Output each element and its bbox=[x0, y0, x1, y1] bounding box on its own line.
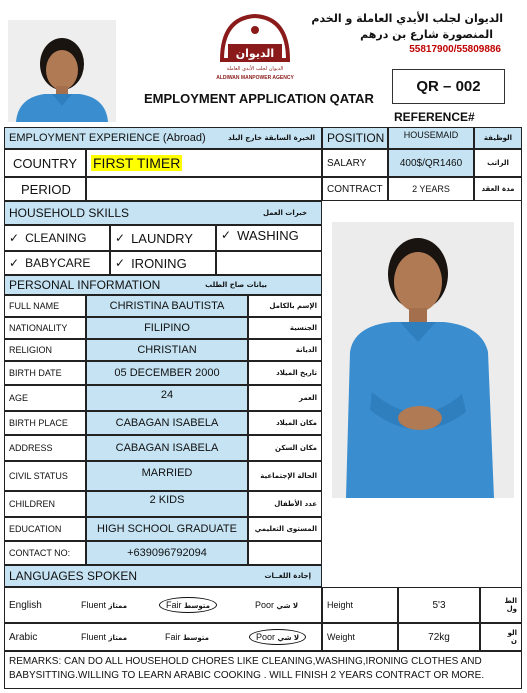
skill-laundry bbox=[110, 225, 216, 251]
skill-label: LAUNDRY bbox=[131, 230, 193, 246]
check-icon: ✓ bbox=[115, 256, 126, 270]
personal-header-ar: بيانات صاح الطلب bbox=[205, 281, 267, 289]
poor-ar: لا شي bbox=[276, 602, 299, 610]
row-value: CHRISTINA BAUTISTA bbox=[86, 295, 248, 317]
row-ar: تاريخ الميلاد bbox=[248, 361, 322, 385]
qr-code-box bbox=[392, 69, 505, 104]
salary-label bbox=[322, 149, 388, 177]
row-value: CABAGAN ISABELA bbox=[86, 435, 248, 461]
fluent-ar: ممتاز bbox=[108, 634, 128, 642]
height-ar-top: الط bbox=[504, 597, 517, 605]
weight-ar bbox=[480, 623, 522, 651]
row-ar: الجنسية bbox=[248, 317, 322, 339]
skill-label: IRONING bbox=[131, 255, 187, 271]
row-label: NATIONALITY bbox=[4, 317, 86, 339]
contract-ar: مدة العقد bbox=[481, 185, 515, 193]
row-label: EDUCATION bbox=[4, 517, 86, 541]
qr-code-value: QR – 002 bbox=[416, 78, 481, 95]
skill-empty bbox=[216, 251, 322, 275]
position-label bbox=[322, 127, 388, 149]
contract-ar-cell bbox=[474, 177, 522, 201]
position-label-text: POSITION bbox=[327, 131, 385, 145]
position-value-cell bbox=[388, 127, 474, 149]
logo-arabic-word: الديوان bbox=[235, 46, 275, 60]
position-ar: الوظيفة bbox=[483, 134, 513, 142]
fair-label: Fair bbox=[165, 632, 181, 642]
height-ar-bottom: ول bbox=[506, 605, 517, 613]
skill-ironing bbox=[110, 251, 216, 275]
portrait-photo-small bbox=[8, 20, 116, 122]
row-value: CABAGAN ISABELA bbox=[86, 411, 248, 435]
agency-name-ar-line2: المنصورة شارع بن درهم bbox=[360, 28, 493, 41]
form-title: EMPLOYMENT APPLICATION QATAR bbox=[144, 91, 374, 106]
fluent-label: Fluent bbox=[81, 600, 107, 610]
contract-value: 2 YEARS bbox=[412, 184, 450, 194]
check-icon: ✓ bbox=[221, 228, 232, 242]
check-icon: ✓ bbox=[9, 256, 20, 270]
fluent-label: Fluent bbox=[81, 632, 107, 642]
fair-option-selected bbox=[159, 597, 217, 613]
skill-label: WASHING bbox=[237, 228, 299, 243]
row-ar: الحالة الإجتماعية bbox=[248, 461, 322, 491]
logo-subtext-ar: الديوان لجلب الأيدي العاملة bbox=[226, 66, 284, 72]
language-row-english bbox=[4, 587, 322, 623]
agency-name-ar-line1: الديوان لجلب الأيدي العاملة و الخدم bbox=[311, 12, 503, 25]
row-value: +639096792094 bbox=[86, 541, 248, 565]
period-value bbox=[86, 177, 322, 201]
fluent-option bbox=[81, 600, 127, 610]
skills-header-ar: خبرات العمل bbox=[262, 209, 307, 217]
salary-value: 400$/QR1460 bbox=[399, 157, 463, 169]
height-ar bbox=[480, 587, 522, 623]
row-value: 24 bbox=[86, 385, 248, 411]
language-row-arabic bbox=[4, 623, 322, 651]
poor-option bbox=[255, 600, 298, 610]
weight-ar-bottom: ن bbox=[511, 637, 517, 645]
fluent-option bbox=[81, 632, 127, 642]
personal-header-en: PERSONAL INFORMATION bbox=[9, 278, 161, 292]
row-ar: مكان السكن bbox=[248, 435, 322, 461]
row-label: RELIGION bbox=[4, 339, 86, 361]
poor-ar: لا شي bbox=[277, 634, 300, 642]
weight-ar-top: الو bbox=[507, 629, 517, 637]
salary-label-text: SALARY bbox=[327, 157, 367, 169]
row-ar: العمر bbox=[248, 385, 322, 411]
experience-header-en: EMPLOYMENT EXPERIENCE (Abroad) bbox=[9, 132, 206, 144]
height-label: Height bbox=[322, 587, 398, 623]
row-ar: المستوى التعليمي bbox=[248, 517, 322, 541]
height-value-text: 5'3 bbox=[432, 599, 446, 611]
skill-label: BABYCARE bbox=[25, 256, 91, 270]
height-value bbox=[398, 587, 480, 623]
poor-label: Poor bbox=[255, 600, 275, 610]
experience-header-ar: الخبرة السابقة خارج البلد bbox=[228, 134, 315, 142]
fair-option bbox=[165, 632, 209, 642]
logo-subtext-en: ALDIWAN MANPOWER AGENCY bbox=[216, 75, 294, 81]
poor-option-selected bbox=[249, 629, 306, 645]
row-value: 05 DECEMBER 2000 bbox=[86, 361, 248, 385]
personal-header bbox=[4, 275, 322, 295]
portrait-photo-large bbox=[332, 222, 514, 498]
row-value: CHRISTIAN bbox=[86, 339, 248, 361]
row-value: FILIPINO bbox=[86, 317, 248, 339]
check-icon: ✓ bbox=[115, 231, 126, 245]
row-label: BIRTH PLACE bbox=[4, 411, 86, 435]
languages-header-ar: إجادة اللغــات bbox=[264, 572, 311, 580]
row-ar: الديانة bbox=[248, 339, 322, 361]
agency-phones: 55817900/55809886 bbox=[409, 44, 501, 55]
skill-babycare bbox=[4, 251, 110, 275]
fair-ar: متوسط bbox=[184, 602, 210, 610]
skills-header bbox=[4, 201, 322, 225]
weight-value-text: 72kg bbox=[428, 631, 450, 643]
skill-washing bbox=[216, 225, 322, 251]
experience-header bbox=[4, 127, 322, 149]
country-label bbox=[4, 149, 86, 177]
row-value: 2 KIDS bbox=[86, 491, 248, 517]
salary-ar: الراتب bbox=[487, 159, 509, 167]
fair-label: Fair bbox=[166, 600, 182, 610]
skills-header-en: HOUSEHOLD SKILLS bbox=[9, 206, 130, 220]
contract-label bbox=[322, 177, 388, 201]
language-name: Arabic bbox=[9, 631, 38, 643]
weight-value bbox=[398, 623, 480, 651]
language-name: English bbox=[9, 599, 42, 611]
period-label bbox=[4, 177, 86, 201]
row-ar: الإسم بالكامل bbox=[248, 295, 322, 317]
row-label: AGE bbox=[4, 385, 86, 411]
contract-label-text: CONTRACT bbox=[327, 183, 383, 195]
languages-header bbox=[4, 565, 322, 587]
check-icon: ✓ bbox=[9, 231, 20, 245]
reference-label: REFERENCE# bbox=[394, 110, 475, 124]
fluent-ar: ممتاز bbox=[108, 602, 128, 610]
row-ar: عدد الأطفال bbox=[248, 491, 322, 517]
fair-ar: متوسط bbox=[183, 634, 209, 642]
row-ar: مكان الميلاد bbox=[248, 411, 322, 435]
salary-value-cell bbox=[388, 149, 474, 177]
country-label-text: COUNTRY bbox=[13, 155, 78, 171]
row-label: BIRTH DATE bbox=[4, 361, 86, 385]
country-value: FIRST TIMER bbox=[93, 155, 181, 171]
row-value: MARRIED bbox=[86, 461, 248, 491]
agency-logo bbox=[210, 10, 300, 86]
skill-label: CLEANING bbox=[25, 231, 87, 245]
languages-header-en: LANGUAGES SPOKEN bbox=[9, 569, 138, 583]
row-label: FULL NAME bbox=[4, 295, 86, 317]
weight-label: Weight bbox=[322, 623, 398, 651]
remarks-box bbox=[4, 651, 522, 689]
row-ar bbox=[248, 541, 322, 565]
remarks-text: REMARKS: CAN DO ALL HOUSEHOLD CHORES LIKE CLEANING,WASHING,IRONING CLOTHES AND BABYSITTING.WILLING TO LEARN ARABIC COOKING . WILL FINISH 2 YEARS CONTRACT OR MORE. bbox=[9, 656, 485, 681]
country-value-cell bbox=[86, 149, 322, 177]
skill-cleaning bbox=[4, 225, 110, 251]
row-label: CONTACT NO: bbox=[4, 541, 86, 565]
position-ar-cell bbox=[474, 127, 522, 149]
contract-value-cell bbox=[388, 177, 474, 201]
row-label: CHILDREN bbox=[4, 491, 86, 517]
row-value: HIGH SCHOOL GRADUATE bbox=[86, 517, 248, 541]
poor-label: Poor bbox=[256, 632, 276, 642]
position-value: HOUSEMAID bbox=[403, 130, 459, 140]
row-label: ADDRESS bbox=[4, 435, 86, 461]
salary-ar-cell bbox=[474, 149, 522, 177]
row-label: CIVIL STATUS bbox=[4, 461, 86, 491]
period-label-text: PERIOD bbox=[21, 181, 71, 197]
